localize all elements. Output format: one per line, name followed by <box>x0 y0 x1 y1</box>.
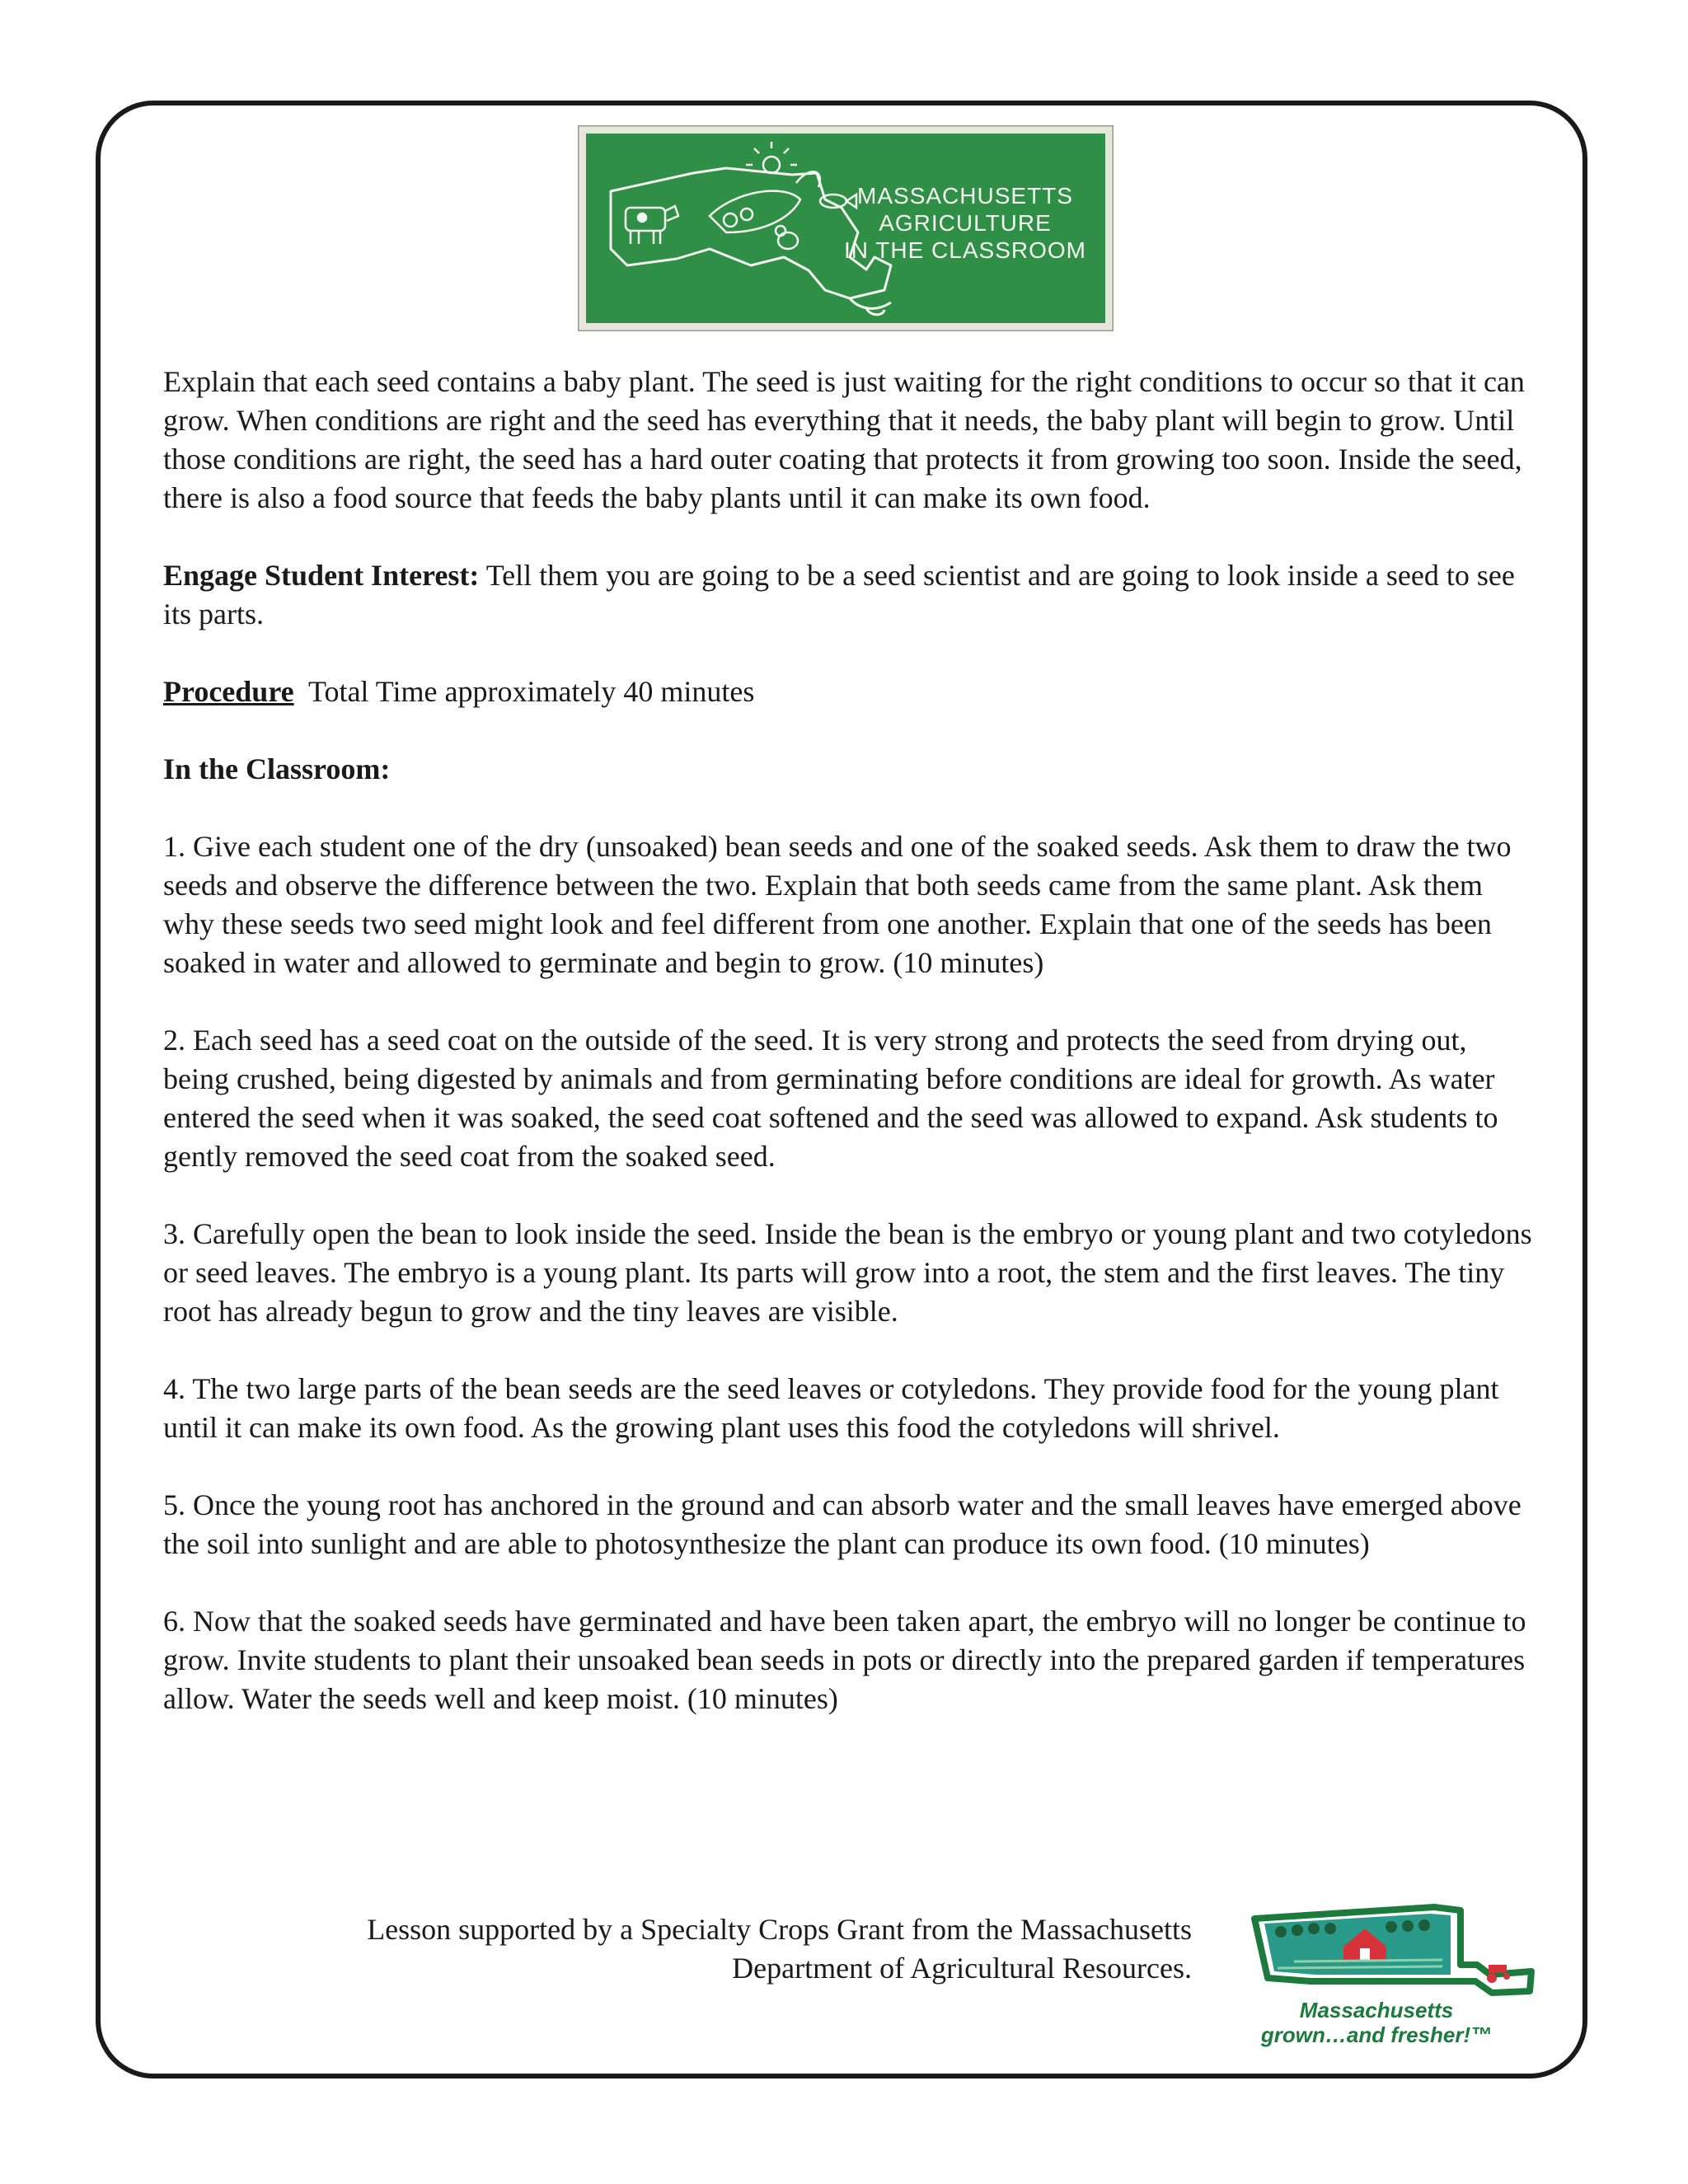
engage-text: Tell them you are going to be a seed scientist and are going to look inside a seed to see its parts. <box>163 559 1515 630</box>
step-6: 6. Now that the soaked seeds have germinated and have been taken apart, the embryo will no longer be continue to grow. Invite students to plant their unsoaked bean seeds in pots or directly into the prepared garden if temperatures allow. Water the seeds well and keep moist. (10 minutes) <box>163 1605 1526 1715</box>
step-2: 2. Each seed has a seed coat on the outside of the seed. It is very strong and protects the seed from drying out, being crushed, being digested by animals and from germinating before conditions are ideal for growth. As water entered the seed when it was soaked, the seed coat softened and the seed was allowed to expand. Ask students to gently removed the seed coat from the soaked seed. <box>163 1024 1498 1173</box>
grant-credit <box>214 1910 1192 1988</box>
logo-line-1: MASSACHUSETTS <box>857 183 1073 209</box>
lesson-body <box>163 363 1540 1757</box>
step-4: 4. The two large parts of the bean seeds are the seed leaves or cotyledons. They provide food for the young plant until it can make its own food. As the growing plant uses this food the cotyledons will shrivel. <box>163 1372 1499 1444</box>
engage-paragraph <box>163 556 1540 634</box>
mass-logo-line-2: grown…and fresher!™ <box>1260 2022 1493 2047</box>
massachusetts-grown-text <box>1245 1998 1508 2047</box>
step-3: 3. Carefully open the bean to look inside the seed. Inside the bean is the embryo or young plant and two cotyledons or seed leaves. The embryo is a young plant. Its parts will grow into a root, the stem and the first leaves. The tiny root has already begun to grow and the tiny leaves are visible. <box>163 1217 1532 1328</box>
procedure-text: Total Time approximately 40 minutes <box>293 675 755 708</box>
mass-logo-line-1: Massachusetts <box>1299 1998 1454 2022</box>
intro-paragraph: Explain that each seed contains a baby plant. The seed is just waiting for the right conditions to occur so that it can grow. When conditions are right and the seed has everything that it needs, the baby plant will begin to grow. Until those conditions are right, the seed has a hard outer coating that protects it from growing too soon. Inside the seed, there is also a food source that feeds the baby plants until it can make its own food. <box>163 365 1525 514</box>
logo-line-2: AGRICULTURE <box>879 210 1052 236</box>
step-5: 5. Once the young root has anchored in the ground and can absorb water and the small leaves have emerged above the soil into sunlight and are able to photosynthesize the plant can produce its own food. (10 minutes) <box>163 1488 1522 1560</box>
procedure-paragraph <box>163 673 1540 711</box>
classroom-heading: In the Classroom: <box>163 752 391 785</box>
engage-label: Engage Student Interest: <box>163 559 480 592</box>
credit-line-1: Lesson supported by a Specialty Crops Grant from the Massachusetts <box>367 1913 1192 1946</box>
logo-line-3: IN THE CLASSROOM <box>844 237 1086 263</box>
agriculture-in-the-classroom-logo <box>578 125 1114 331</box>
procedure-label: Procedure <box>163 675 294 708</box>
step-1: 1. Give each student one of the dry (unsoaked) bean seeds and one of the soaked seeds. Ask them to draw the two seeds and observe the difference between the two. Explain that both seeds came from the same plant. Ask them why these seeds two seed might look and feel different from one another. Explain that one of the seeds has been soaked in water and allowed to germinate and begin to grow. (10 minutes) <box>163 830 1512 979</box>
credit-line-2: Department of Agricultural Resources. <box>732 1952 1192 1985</box>
